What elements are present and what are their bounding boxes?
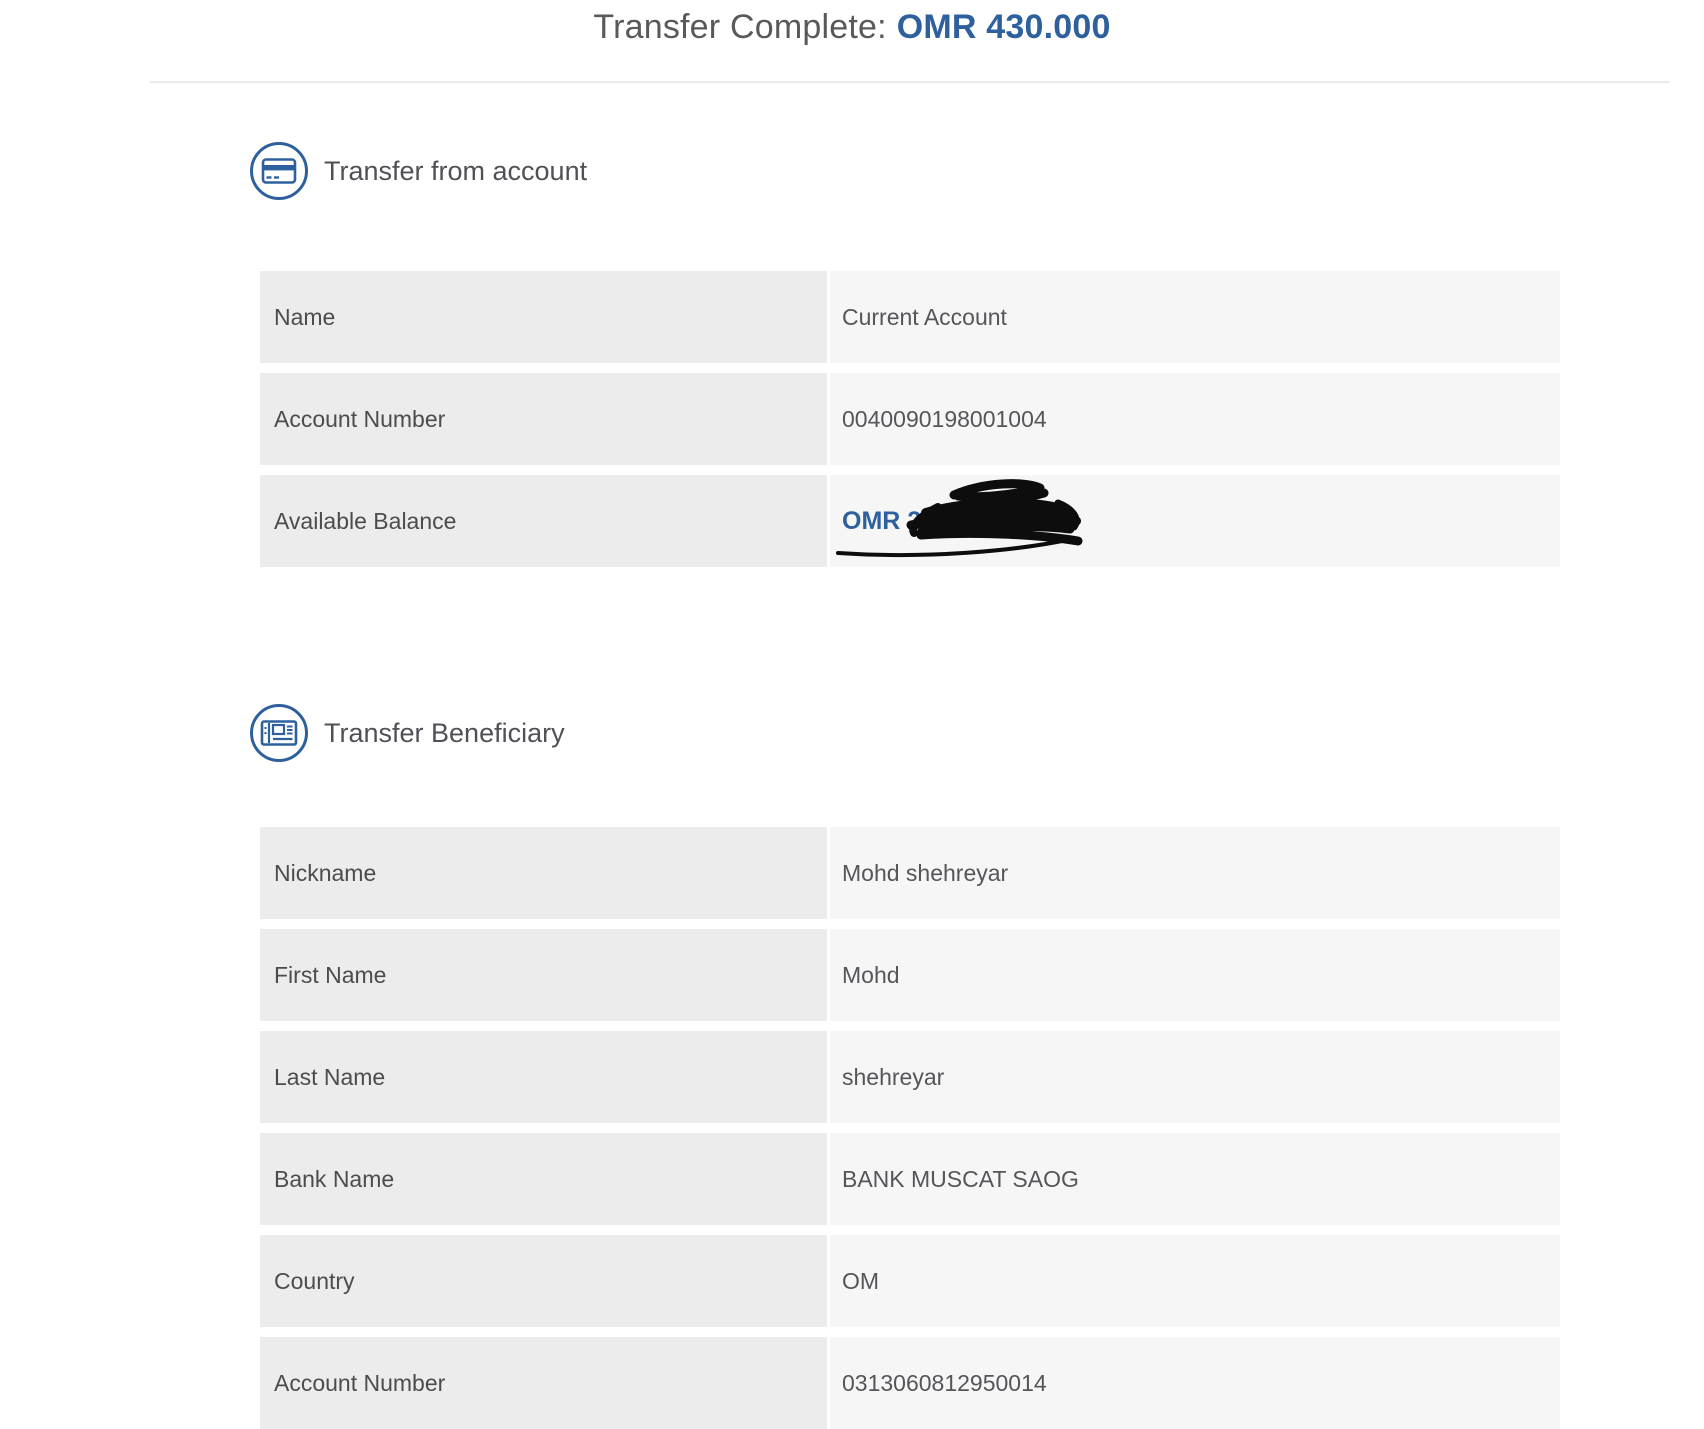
row-label: Nickname [260, 827, 827, 919]
from-account-table [260, 271, 1560, 567]
title-amount: OMR 430.000 [896, 8, 1111, 46]
credit-card-icon [250, 142, 308, 200]
row-value: 0040090198001004 [830, 373, 1560, 465]
row-value: 0313060812950014 [830, 1337, 1560, 1429]
beneficiary-table [260, 827, 1560, 1429]
table-row-name [260, 271, 1560, 363]
row-label: Name [260, 271, 827, 363]
table-row-country [260, 1235, 1560, 1327]
row-value: OM [830, 1235, 1560, 1327]
row-value: Mohd [830, 929, 1560, 1021]
table-row-first-name [260, 929, 1560, 1021]
newspaper-icon [250, 704, 308, 762]
row-label: Available Balance [260, 475, 827, 567]
row-label: Country [260, 1235, 827, 1327]
row-label: Bank Name [260, 1133, 827, 1225]
section-heading-from-account: Transfer from account [324, 155, 588, 186]
section-heading-beneficiary: Transfer Beneficiary [324, 717, 565, 748]
table-row-last-name [260, 1031, 1560, 1123]
row-label: Last Name [260, 1031, 827, 1123]
table-row-account-number [260, 373, 1560, 465]
row-value: Current Account [830, 271, 1560, 363]
balance-amount: OMR 2,5 [842, 506, 943, 535]
row-value: BANK MUSCAT SAOG [830, 1133, 1560, 1225]
row-label: Account Number [260, 1337, 827, 1429]
table-row-available-balance [260, 475, 1560, 567]
title-prefix: Transfer Complete: [593, 8, 887, 46]
row-value: shehreyar [830, 1031, 1560, 1123]
title-divider [150, 81, 1670, 83]
row-label: First Name [260, 929, 827, 1021]
table-row-bank-name [260, 1133, 1560, 1225]
row-value-redacted [830, 475, 1560, 567]
section-header-beneficiary [250, 703, 1704, 763]
table-row-beneficiary-account-number [260, 1337, 1560, 1429]
section-header-from-account [250, 141, 1704, 201]
row-value: Mohd shehreyar [830, 827, 1560, 919]
page-title [0, 0, 1704, 47]
table-row-nickname [260, 827, 1560, 919]
row-label: Account Number [260, 373, 827, 465]
